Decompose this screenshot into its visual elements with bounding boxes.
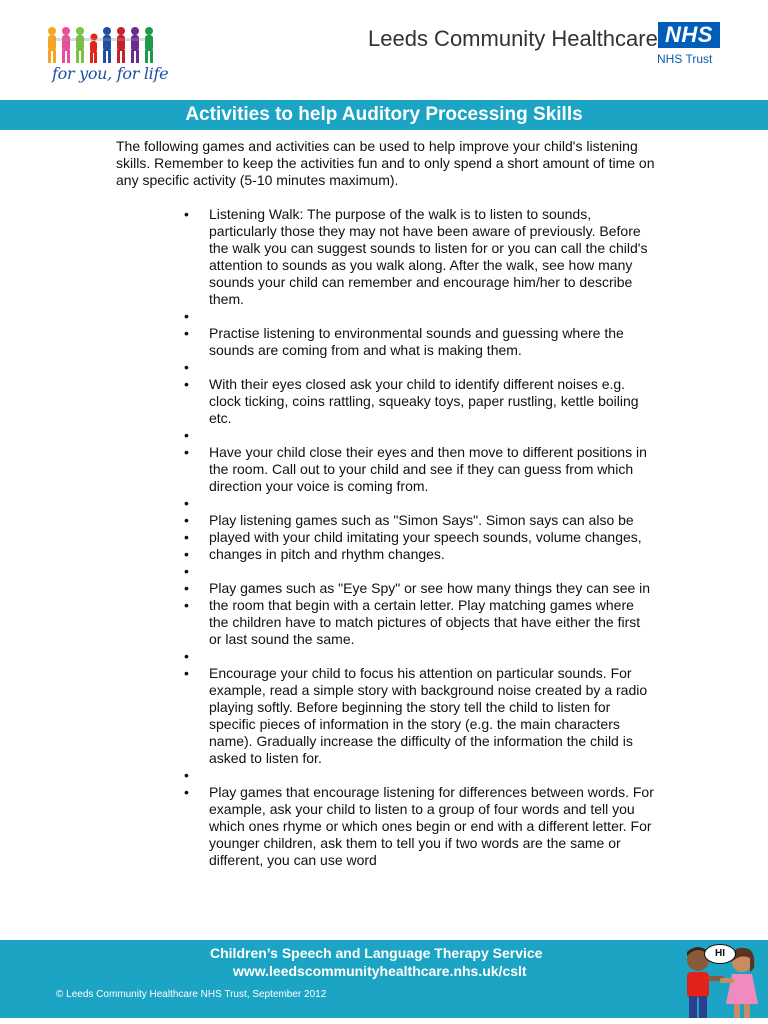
list-item: • Play listening games such as "Simon Says". Simon says can also be [209,512,656,529]
list-item: • played with your child imitating your speech sounds, volume changes, [209,529,656,546]
document-body [116,138,656,869]
intro-paragraph: The following games and activities can be used to help improve your child's listening skills. Remember to keep the activities fun and to only spend a short amount of time on any specific activity (5-10 minutes maximum). [116,138,655,188]
footer-website-link[interactable]: www.leedscommunityhealthcare.nhs.uk/cslt [233,963,527,979]
nhs-trust-label: NHS Trust [657,52,713,66]
page-title: Activities to help Auditory Processing Skills [185,104,583,125]
speech-bubble: HI [704,944,736,964]
list-item: • Have your child close their eyes and then move to different positions in the room. Call out to your child and see if they can guess from which direction your voice is coming from. [209,444,656,495]
people-chain-logo-icon [44,26,156,64]
list-spacer [209,563,656,580]
list-item: • Practise listening to environmental sounds and guessing where the sounds are coming from and what is making them. [209,325,656,359]
list-spacer [209,767,656,784]
list-spacer [209,495,656,512]
list-item: • the room that begin with a certain letter. Play matching games where the children have to match pictures of objects that have either the first or last sound the same. [209,597,656,648]
list-item: • Listening Walk: The purpose of the walk is to listen to sounds, particularly those they may not have been aware of previously. Before the walk you can suggest sounds to listen for or you can call the child's attention to sounds as you walk along. After the walk, see how many sounds your child can remember and encourage him/her to describe them. [209,206,656,308]
list-item: • changes in pitch and rhythm changes. [209,546,656,563]
list-spacer [209,648,656,665]
list-item: • Encourage your child to focus his attention on particular sounds. For example, read a simple story with background noise created by a radio playing softly. Before beginning the story tell the child to listen for specific pieces of information in the story (e.g. the main characters name). Gradually increase the difficulty of the information the child is asked to listen for. [209,665,656,767]
title-bar [0,100,768,130]
list-item: • With their eyes closed ask your child to identify different noises e.g. clock ticking, coins rattling, squeaky toys, paper rustling, kettle boiling etc. [209,376,656,427]
footer-copyright: © Leeds Community Healthcare NHS Trust, September 2012 [56,989,327,1000]
list-spacer [209,427,656,444]
list-item: • Play games that encourage listening for differences between words. For example, ask your child to listen to a group of four words and tell you which ones rhyme or which ones begin or end with a different letter. For younger children, ask them to tell you if two words are the same or different, you can use word [209,784,656,869]
page-footer [0,940,768,1018]
list-spacer [209,308,656,325]
list-spacer [209,359,656,376]
list-item: • Play games such as "Eye Spy" or see how many things they can see in [209,580,656,597]
nhs-logo: NHS [658,22,720,48]
page-bottom-margin [0,1018,768,1024]
footer-service-name: Children’s Speech and Language Therapy Service [210,945,543,961]
page-header [0,0,768,100]
organisation-name: Leeds Community Healthcare [368,26,658,51]
logo-tagline: for you, for life [52,64,169,83]
activities-list [116,206,656,869]
